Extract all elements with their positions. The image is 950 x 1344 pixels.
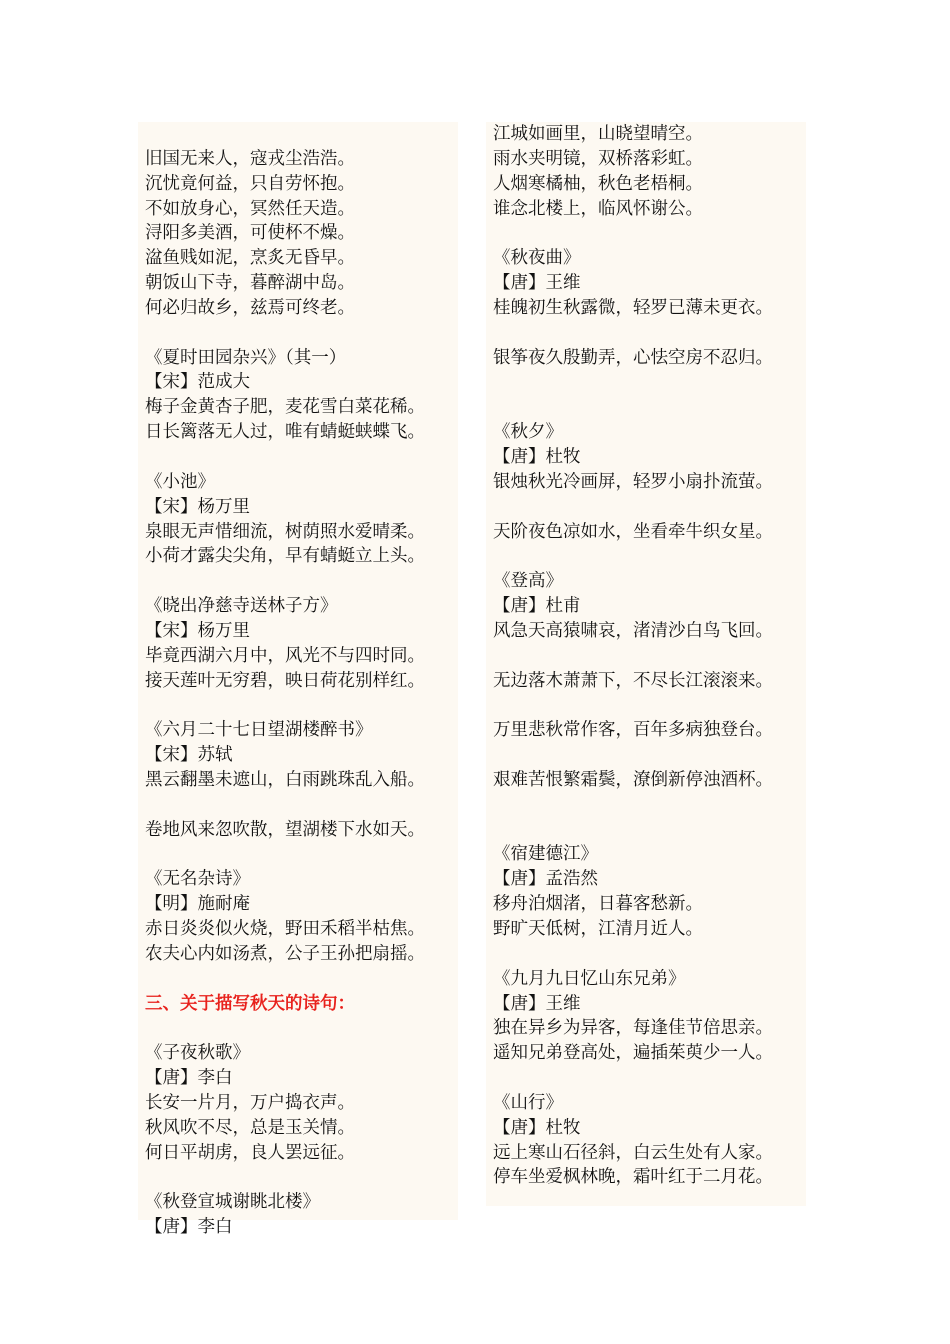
blank-line xyxy=(486,370,806,395)
poem-line: 毕竟西湖六月中，风光不与四时同。 xyxy=(145,645,425,666)
poem-author: 【唐】杜牧 xyxy=(493,1117,581,1138)
poem-line: 桂魄初生秋露微，轻罗已薄未更衣。 xyxy=(493,297,773,318)
poem-author: 【唐】李白 xyxy=(145,1217,233,1238)
blank-line xyxy=(486,321,806,346)
poem-author: 【宋】范成大 xyxy=(145,372,250,393)
blank-line xyxy=(138,321,458,346)
poem-line: 谁念北楼上，临风怀谢公。 xyxy=(493,198,703,219)
blank-line xyxy=(486,793,806,818)
poem-line: 不如放身心，冥然任天造。 xyxy=(145,198,355,219)
poem-line: 无边落木萧萧下，不尽长江滚滚来。 xyxy=(493,670,773,691)
poem-line: 卷地风来忽吹散，望湖楼下水如天。 xyxy=(145,819,425,840)
left-column xyxy=(138,122,458,1238)
poem-line: 黑云翻墨未遮山，白雨跳珠乱入船。 xyxy=(145,769,425,790)
poem-line: 遥知兄弟登高处，遍插茱萸少一人。 xyxy=(493,1043,773,1064)
poem-line: 雨水夹明镜，双桥落彩虹。 xyxy=(493,148,703,169)
poem-line: 浔阳多美酒，可使杯不燥。 xyxy=(145,223,355,244)
poem-line: 银烛秋光冷画屏，轻罗小扇扑流萤。 xyxy=(493,471,773,492)
poem-author: 【宋】苏轼 xyxy=(145,745,233,766)
poem-line: 农夫心内如汤煮，公子王孙把扇摇。 xyxy=(145,943,425,964)
poem-title: 《九月九日忆山东兄弟》 xyxy=(493,968,686,989)
poem-line: 湓鱼贱如泥，烹炙无昏早。 xyxy=(145,248,355,269)
blank-line xyxy=(486,221,806,246)
poem-title: 《秋登宣城谢眺北楼》 xyxy=(145,1192,320,1213)
poem-line: 沉忧竟何益，只自劳怀抱。 xyxy=(145,173,355,194)
right-column xyxy=(486,122,806,1206)
blank-line xyxy=(486,743,806,768)
poem-title: 《六月二十七日望湖楼醉书》 xyxy=(145,720,373,741)
blank-line xyxy=(138,693,458,718)
poem-title: 《秋夕》 xyxy=(493,422,563,443)
poem-title: 《宿建德江》 xyxy=(493,844,598,865)
poem-title: 《夏时田园杂兴》（其一） xyxy=(145,347,347,368)
poem-author: 【唐】杜甫 xyxy=(493,596,581,617)
poem-line: 赤日炎炎似火烧，野田禾稻半枯焦。 xyxy=(145,919,425,939)
poem-line: 接天莲叶无穷碧，映日荷花别样红。 xyxy=(145,670,425,691)
poem-title: 《登高》 xyxy=(493,571,563,592)
poem-title: 《子夜秋歌》 xyxy=(145,1043,250,1064)
poem-line: 远上寒山石径斜，白云生处有人家。 xyxy=(493,1142,773,1163)
blank-line xyxy=(138,122,458,147)
poem-title: 《小池》 xyxy=(145,471,215,492)
blank-line xyxy=(486,942,806,967)
blank-line xyxy=(138,1165,458,1190)
blank-line xyxy=(486,495,806,520)
poem-line: 停车坐爱枫林晚，霜叶红于二月花。 xyxy=(493,1167,773,1188)
poem-line: 泉眼无声惜细流，树荫照水爱晴柔。 xyxy=(145,521,425,542)
poem-line: 日长篱落无人过，唯有蜻蜓蛱蝶飞。 xyxy=(145,422,425,443)
poem-title: 《秋夜曲》 xyxy=(493,248,581,269)
blank-line xyxy=(138,967,458,992)
poem-line: 江城如画里，山晓望晴空。 xyxy=(493,124,703,144)
poem-line: 朝饭山下寺，暮醉湖中岛。 xyxy=(145,273,355,294)
poem-title: 《晓出净慈寺送林子方》 xyxy=(145,596,338,617)
poem-author: 【唐】王维 xyxy=(493,993,581,1014)
poem-author: 【宋】杨万里 xyxy=(145,496,250,517)
poem-line: 梅子金黄杏子肥，麦花雪白菜花稀。 xyxy=(145,397,425,418)
blank-line xyxy=(486,818,806,843)
poem-author: 【唐】李白 xyxy=(145,1068,233,1089)
blank-line xyxy=(138,842,458,867)
blank-line xyxy=(138,1016,458,1041)
blank-line xyxy=(138,445,458,470)
poem-line: 移舟泊烟渚，日暮客愁新。 xyxy=(493,894,703,915)
section-heading: 三、关于描写秋天的诗句： xyxy=(145,993,355,1014)
poem-author: 【唐】王维 xyxy=(493,273,581,294)
blank-line xyxy=(486,693,806,718)
poem-author: 【明】施耐庵 xyxy=(145,894,250,915)
blank-line xyxy=(138,569,458,594)
poem-line: 天阶夜色凉如水，坐看牵牛织女星。 xyxy=(493,521,773,542)
poem-title: 《无名杂诗》 xyxy=(145,869,250,890)
poem-line: 何必归故乡，兹焉可终老。 xyxy=(145,297,355,318)
blank-line xyxy=(486,395,806,420)
poem-line: 长安一片月，万户捣衣声。 xyxy=(145,1092,355,1113)
poem-line: 艰难苦恨繁霜鬓，潦倒新停浊酒杯。 xyxy=(493,769,773,790)
poem-author: 【唐】孟浩然 xyxy=(493,869,598,890)
poem-line: 何日平胡虏，良人罢远征。 xyxy=(145,1142,355,1163)
poem-line: 旧国无来人，寇戎尘浩浩。 xyxy=(145,148,355,169)
poem-line: 银筝夜久殷勤弄，心怯空房不忍归。 xyxy=(493,347,773,368)
blank-line xyxy=(486,644,806,669)
blank-line xyxy=(138,793,458,818)
blank-line xyxy=(486,544,806,569)
poem-line: 风急天高猿啸哀，渚清沙白鸟飞回。 xyxy=(493,620,773,641)
poem-line: 独在异乡为异客，每逢佳节倍思亲。 xyxy=(493,1018,773,1039)
poem-line: 秋风吹不尽，总是玉关情。 xyxy=(145,1117,355,1138)
poem-line: 万里悲秋常作客，百年多病独登台。 xyxy=(493,720,773,741)
poem-line: 人烟寒橘柚，秋色老梧桐。 xyxy=(493,173,703,194)
poem-line: 小荷才露尖尖角，早有蜻蜓立上头。 xyxy=(145,546,425,567)
poem-author: 【宋】杨万里 xyxy=(145,620,250,641)
blank-line xyxy=(486,1066,806,1091)
poem-author: 【唐】杜牧 xyxy=(493,446,581,467)
poem-line: 野旷天低树，江清月近人。 xyxy=(493,919,703,939)
poem-title: 《山行》 xyxy=(493,1092,563,1113)
